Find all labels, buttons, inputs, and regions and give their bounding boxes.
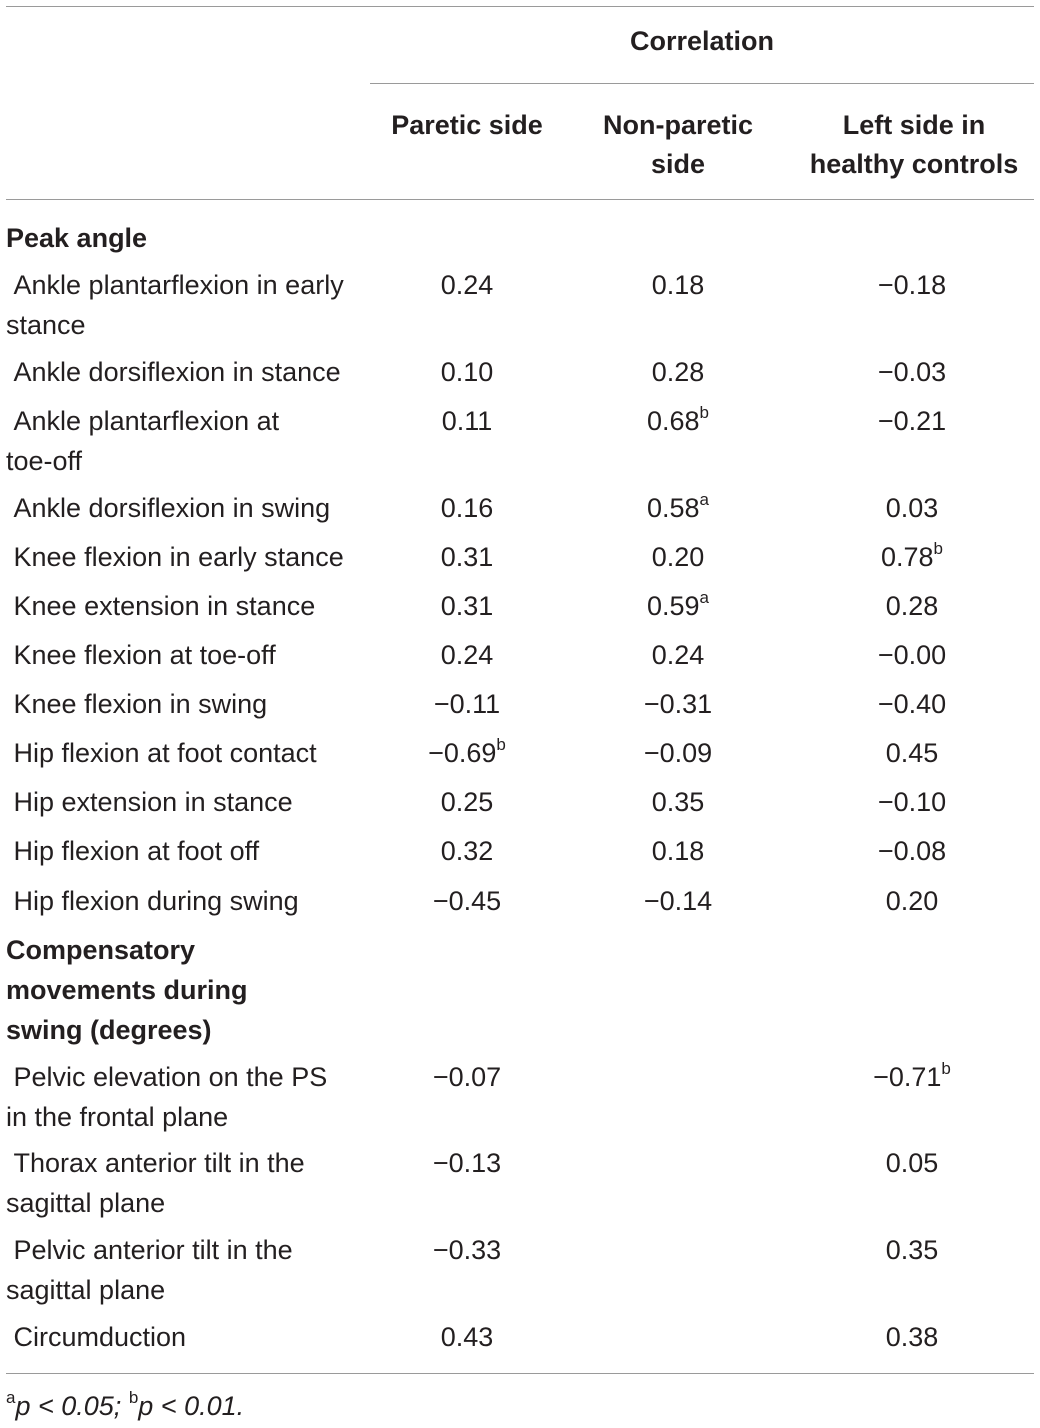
row-label: Circumduction	[6, 1322, 187, 1352]
correlation-group-header: Correlation	[629, 26, 775, 56]
table-cell	[370, 265, 564, 305]
table-cell	[370, 1143, 564, 1183]
significance-superscript: a	[699, 588, 710, 607]
table-cell	[370, 537, 564, 577]
table-cell	[580, 733, 776, 773]
table-bottom-rule	[6, 1373, 1034, 1374]
cell-value: 0.20	[651, 542, 705, 572]
table-cell	[370, 1317, 564, 1357]
row-label: Knee flexion at toe-off	[6, 640, 276, 670]
table-cell	[580, 881, 776, 921]
table-cell	[790, 684, 1034, 724]
cell-value: 0.24	[651, 640, 705, 670]
cell-value: −0.00	[877, 640, 947, 670]
table-cell	[370, 635, 564, 675]
cell-value: −0.31	[643, 689, 713, 719]
table-cell	[790, 352, 1034, 392]
row-label: Hip flexion at foot off	[6, 836, 260, 866]
row-label: Hip flexion at foot contact	[6, 738, 317, 768]
cell-value: −0.07	[432, 1062, 502, 1092]
table-cell	[580, 488, 776, 528]
cell-value: 0.31	[440, 591, 494, 621]
cell-value: 0.03	[885, 493, 939, 523]
row-label: Ankle plantarflexion at toe-off	[6, 406, 280, 476]
table-cell	[790, 635, 1034, 675]
cell-value: −0.69	[428, 738, 497, 768]
footnote-text-b: p < 0.01.	[138, 1391, 245, 1421]
row-label: Pelvic anterior tilt in the sagittal plane	[6, 1235, 293, 1305]
significance-superscript: a	[699, 490, 710, 509]
table-cell	[370, 1230, 564, 1270]
table-cell	[790, 782, 1034, 822]
footnote-mark-a: a	[6, 1388, 16, 1407]
cell-value: −0.71	[873, 1062, 942, 1092]
cell-value: 0.25	[440, 787, 494, 817]
cell-value: −0.21	[877, 406, 947, 436]
cell-value: 0.20	[885, 886, 939, 916]
cell-value: 0.43	[440, 1322, 494, 1352]
significance-superscript: b	[699, 403, 710, 422]
table-cell	[580, 782, 776, 822]
table-cell	[790, 1143, 1034, 1183]
header-bottom-rule	[6, 199, 1034, 200]
row-label: Pelvic elevation on the PS in the frontal plane	[6, 1062, 328, 1132]
cell-value: 0.18	[651, 836, 705, 866]
table-cell	[580, 352, 776, 392]
row-label: Ankle plantarflexion in early stance	[6, 270, 344, 340]
cell-value: 0.78	[880, 542, 934, 572]
table-cell	[580, 684, 776, 724]
table-cell	[790, 1317, 1034, 1357]
row-label: Knee flexion in swing	[6, 689, 268, 719]
cell-value: 0.35	[651, 787, 705, 817]
cell-value: 0.38	[885, 1322, 939, 1352]
row-label: Hip flexion during swing	[6, 886, 299, 916]
footnote-mark-b: b	[128, 1388, 139, 1407]
cell-value: 0.28	[651, 357, 705, 387]
table-cell	[580, 537, 776, 577]
table-cell	[370, 831, 564, 871]
cell-value: 0.28	[885, 591, 939, 621]
cell-value: −0.09	[643, 738, 713, 768]
column-header-non-paretic: Non-paretic side	[602, 110, 754, 179]
table-cell	[370, 401, 564, 441]
row-label: Knee flexion in early stance	[6, 542, 344, 572]
cell-value: 0.24	[440, 640, 494, 670]
table-cell	[790, 401, 1034, 441]
table-cell	[790, 831, 1034, 871]
row-label: Ankle dorsiflexion in stance	[6, 357, 341, 387]
table-cell	[790, 537, 1034, 577]
table-cell	[370, 684, 564, 724]
cell-value: 0.59	[646, 591, 700, 621]
cell-value: 0.35	[885, 1235, 939, 1265]
table-cell	[790, 881, 1034, 921]
cell-value: −0.13	[432, 1148, 502, 1178]
table-cell	[370, 586, 564, 626]
row-label: Knee extension in stance	[6, 591, 316, 621]
cell-value: −0.08	[877, 836, 947, 866]
table-cell	[580, 586, 776, 626]
section-title: Compensatory movements during swing (degrees)	[6, 935, 248, 1045]
cell-value: −0.11	[433, 689, 501, 719]
significance-superscript: b	[933, 539, 944, 558]
table-cell	[580, 401, 776, 441]
table-cell	[370, 733, 564, 773]
cell-value: −0.03	[877, 357, 947, 387]
table-cell	[580, 635, 776, 675]
group-header-rule	[370, 83, 1034, 84]
table-cell	[790, 733, 1034, 773]
cell-value: −0.18	[877, 270, 947, 300]
table-cell	[790, 488, 1034, 528]
cell-value: 0.68	[646, 406, 700, 436]
table-cell	[370, 1057, 564, 1097]
cell-value: 0.16	[440, 493, 494, 523]
significance-superscript: b	[496, 735, 506, 754]
cell-value: 0.10	[440, 357, 494, 387]
table-cell	[790, 586, 1034, 626]
cell-value: 0.18	[651, 270, 705, 300]
row-label: Ankle dorsiflexion in swing	[6, 493, 331, 523]
cell-value: 0.58	[646, 493, 700, 523]
cell-value: 0.32	[440, 836, 494, 866]
cell-value: −0.10	[877, 787, 947, 817]
column-header-healthy-controls: Left side in healthy controls	[809, 110, 1019, 179]
table-cell	[370, 352, 564, 392]
column-header-paretic: Paretic side	[391, 110, 543, 140]
table-cell	[790, 265, 1034, 305]
footnote	[6, 1386, 244, 1426]
cell-value: 0.45	[885, 738, 939, 768]
cell-value: 0.11	[441, 406, 493, 436]
table-cell	[790, 1057, 1034, 1097]
cell-value: 0.05	[885, 1148, 939, 1178]
table-top-rule	[6, 6, 1034, 7]
table-cell	[370, 488, 564, 528]
cell-value: 0.31	[440, 542, 494, 572]
cell-value: −0.40	[877, 689, 947, 719]
table-cell	[370, 881, 564, 921]
table-cell	[370, 782, 564, 822]
cell-value: −0.14	[643, 886, 713, 916]
row-label: Thorax anterior tilt in the sagittal plane	[6, 1148, 305, 1218]
table-cell	[790, 1230, 1034, 1270]
section-title: Peak angle	[6, 223, 148, 253]
cell-value: 0.24	[440, 270, 494, 300]
table-cell	[580, 831, 776, 871]
row-label: Hip extension in stance	[6, 787, 293, 817]
cell-value: −0.33	[432, 1235, 502, 1265]
significance-superscript: b	[941, 1059, 951, 1078]
table-cell	[580, 265, 776, 305]
cell-value: −0.45	[432, 886, 502, 916]
footnote-text-a: p < 0.05;	[15, 1391, 129, 1421]
